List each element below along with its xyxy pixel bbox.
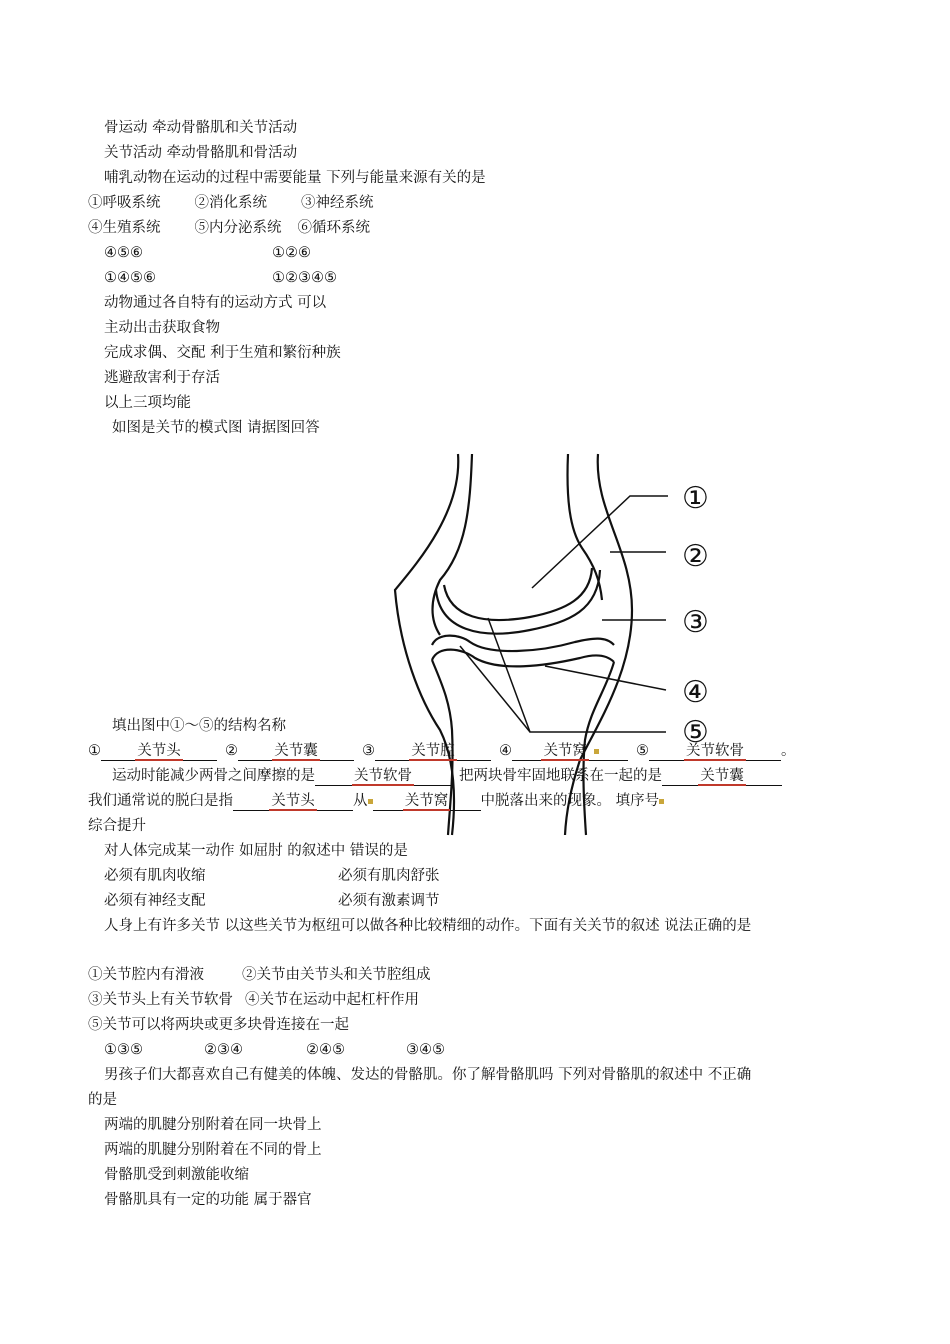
statement-row: ⑤关节可以将两块或更多块骨连接在一起 — [88, 1017, 349, 1033]
statement-row: ③关节头上有关节软骨 ④关节在运动中起杠杆作用 — [88, 992, 419, 1008]
option-b: ②③④ — [204, 1042, 243, 1058]
pointer-5b — [460, 646, 530, 732]
section-title: 综合提升 — [88, 818, 146, 834]
num: ① — [88, 743, 101, 759]
question-stem: 对人体完成某一动作 如屈肘 的叙述中 错误的是 — [104, 843, 408, 859]
question-stem: 动物通过各自特有的运动方式 可以 — [104, 295, 327, 311]
option-d: 骨骼肌具有一定的功能 属于器官 — [104, 1192, 312, 1208]
item: ④生殖系统 — [88, 220, 161, 236]
socket-inner — [432, 650, 614, 667]
answer-blank-4: 关节窝 — [512, 742, 628, 761]
num: ④ — [499, 743, 512, 759]
option-c: ①④⑤⑥ — [104, 270, 156, 286]
joint-head-outer — [436, 570, 600, 634]
num: ③ — [362, 743, 375, 759]
diagram-label-2: ② — [682, 539, 709, 574]
item: ①呼吸系统 — [88, 195, 161, 211]
answer-blank-5: 关节软骨 — [649, 742, 781, 761]
answer-blank-3: 关节腔 — [375, 742, 491, 761]
statement-row: ①关节腔内有滑液 ②关节由关节头和关节腔组成 — [88, 967, 431, 983]
option-a: 必须有肌肉收缩 — [104, 868, 206, 884]
answer-blank-friction: 关节软骨 — [315, 767, 451, 786]
sentence-friction: 运动时能减少两骨之间摩擦的是 关节软骨 把两块骨牢固地联系在一起的是 关节囊 — [112, 767, 782, 786]
pointer-5a — [488, 618, 666, 732]
upper-bone-left — [433, 454, 473, 635]
sentence-dislocation: 我们通常说的脱臼是指 关节头 从 关节窝 中脱落出来的现象。 填序号 — [88, 792, 664, 811]
question-stem: 男孩子们大都喜欢自己有健美的体魄、发达的骨骼肌。你了解骨骼肌吗 下列对骨骼肌的叙述中 不正确 — [104, 1067, 752, 1083]
option-a: 两端的肌腱分别附着在同一块骨上 — [104, 1117, 322, 1133]
item: ⑤内分泌系统 — [194, 220, 282, 236]
diagram-label-3: ③ — [682, 605, 709, 640]
item: ⑥循环系统 — [297, 220, 370, 236]
diagram-label-5: ⑤ — [682, 715, 709, 750]
option-a: ①③⑤ — [104, 1042, 143, 1058]
option-a: 主动出击获取食物 — [104, 320, 220, 336]
option-d: 必须有激素调节 — [338, 893, 440, 909]
diagram-label-1: ① — [682, 481, 709, 516]
period: 。 — [781, 743, 796, 759]
question-stem: 人身上有许多关节 以这些关节为枢纽可以做各种比较精细的动作。下面有关关节的叙述 说法正确的是 — [104, 918, 752, 934]
option-d: 关节活动 牵动骨骼肌和骨活动 — [104, 145, 298, 161]
answer-blank-head: 关节头 — [233, 792, 353, 811]
option-b: 完成求偶、交配 利于生殖和繁衍种族 — [104, 345, 341, 361]
question-stem: 哺乳动物在运动的过程中需要能量 下列与能量来源有关的是 — [104, 170, 486, 186]
item-row — [88, 194, 374, 212]
question-stem: 如图是关节的模式图 请据图回答 — [112, 420, 320, 436]
answer-blank-2: 关节囊 — [238, 742, 354, 761]
option-d: ①②③④⑤ — [272, 270, 337, 286]
socket-outer — [432, 636, 614, 651]
option-b: 必须有肌肉舒张 — [338, 868, 440, 884]
answer-blank-socket: 关节窝 — [373, 792, 481, 811]
option-b: 两端的肌腱分别附着在不同的骨上 — [104, 1142, 322, 1158]
option-a: ④⑤⑥ — [104, 245, 143, 261]
option-d: ③④⑤ — [406, 1042, 445, 1058]
answer-row — [88, 742, 796, 761]
answer-blank-connect: 关节囊 — [662, 767, 782, 786]
option-d: 以上三项均能 — [104, 395, 191, 411]
num: ② — [225, 743, 238, 759]
fill-stem: 填出图中①～⑤的结构名称 — [112, 718, 286, 734]
option-b: ①②⑥ — [272, 245, 311, 261]
item: ③神经系统 — [301, 195, 374, 211]
item: ②消化系统 — [194, 195, 267, 211]
question-stem-cont: 的是 — [88, 1092, 117, 1108]
diagram-label-4: ④ — [682, 675, 709, 710]
option-c: 骨骼肌受到刺激能收缩 — [104, 1167, 249, 1183]
option-c: 逃避敌害利于存活 — [104, 370, 220, 386]
answer-blank-1: 关节头 — [101, 742, 217, 761]
joint-head-inner — [444, 568, 592, 620]
option-c: 必须有神经支配 — [104, 893, 206, 909]
item-row — [88, 219, 370, 237]
num: ⑤ — [636, 743, 649, 759]
option-c: 骨运动 牵动骨骼肌和关节活动 — [104, 120, 298, 136]
option-c: ②④⑤ — [306, 1042, 345, 1058]
